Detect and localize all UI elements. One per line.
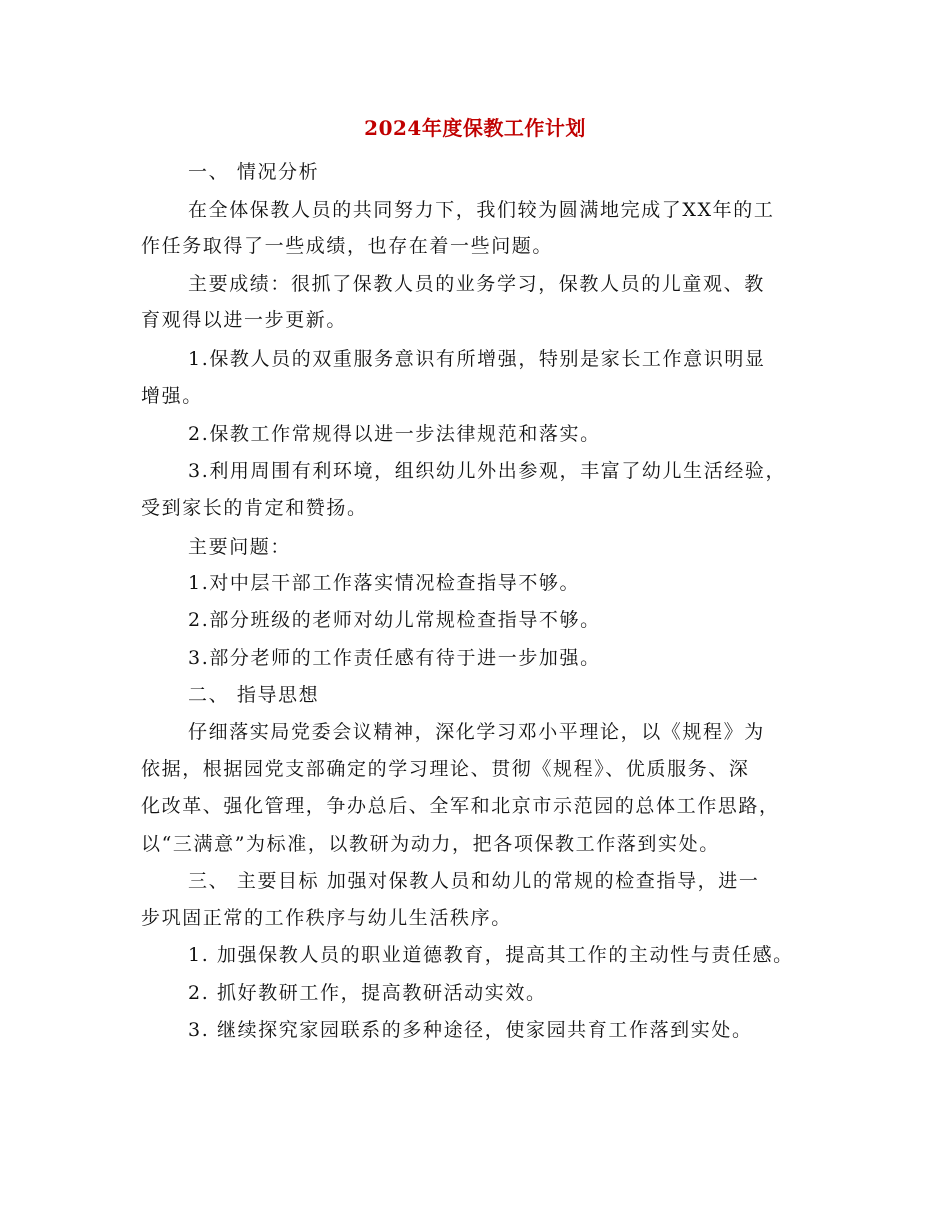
paragraph-line: 在全体保教人员的共同努力下，我们较为圆满地完成了XX年的工 xyxy=(188,199,775,221)
paragraph-line: 化改革、强化管理，争办总后、全军和北京市示范园的总体工作思路， xyxy=(141,795,780,817)
list-item-line: 受到家长的肯定和赞扬。 xyxy=(141,497,368,519)
list-item-line: 1. 加强保教人员的职业道德教育，提高其工作的主动性与责任感。 xyxy=(188,944,794,966)
paragraph-line: 作任务取得了一些成绩，也存在着一些问题。 xyxy=(141,235,554,257)
list-item-line: 2.部分班级的老师对幼儿常规检查指导不够。 xyxy=(188,609,601,631)
paragraph-line: 以“三满意”为标准，以教研为动力，把各项保教工作落到实处。 xyxy=(141,833,720,855)
paragraph-line: 主要问题： xyxy=(188,536,292,558)
paragraph-line: 育观得以进一步更新。 xyxy=(141,309,348,331)
list-item-line: 3.部分老师的工作责任感有待于进一步加强。 xyxy=(188,647,601,669)
list-item-line: 1.保教人员的双重服务意识有所增强，特别是家长工作意识明显 xyxy=(188,348,766,370)
list-item-line: 2. 抓好教研工作，提高教研活动实效。 xyxy=(188,982,547,1004)
paragraph-line: 步巩固正常的工作秩序与幼儿生活秩序。 xyxy=(141,907,512,929)
section-heading-2: 二、 指导思想 xyxy=(188,684,320,706)
section-heading-1: 一、 情况分析 xyxy=(188,161,320,183)
list-item-line: 增强。 xyxy=(141,385,203,407)
list-item-line: 3. 继续探究家园联系的多种途径，使家园共育工作落到实处。 xyxy=(188,1019,753,1041)
list-item-line: 2.保教工作常规得以进一步法律规范和落实。 xyxy=(188,423,601,445)
section-heading-3: 三、 主要目标 加强对保教人员和幼儿的常规的检查指导，进一 xyxy=(188,870,760,892)
paragraph-line: 依据，根据园党支部确定的学习理论、贯彻《规程》、优质服务、深 xyxy=(141,758,750,780)
list-item-line: 3.利用周围有利环境，组织幼儿外出参观，丰富了幼儿生活经验， xyxy=(188,460,787,482)
document-title: 2024年度保教工作计划 xyxy=(364,116,586,140)
paragraph-line: 仔细落实局党委会议精神，深化学习邓小平理论，以《规程》为 xyxy=(188,721,765,743)
paragraph-line: 主要成绩：很抓了保教人员的业务学习，保教人员的儿童观、教 xyxy=(188,273,765,295)
list-item-line: 1.对中层干部工作落实情况检查指导不够。 xyxy=(188,572,581,594)
